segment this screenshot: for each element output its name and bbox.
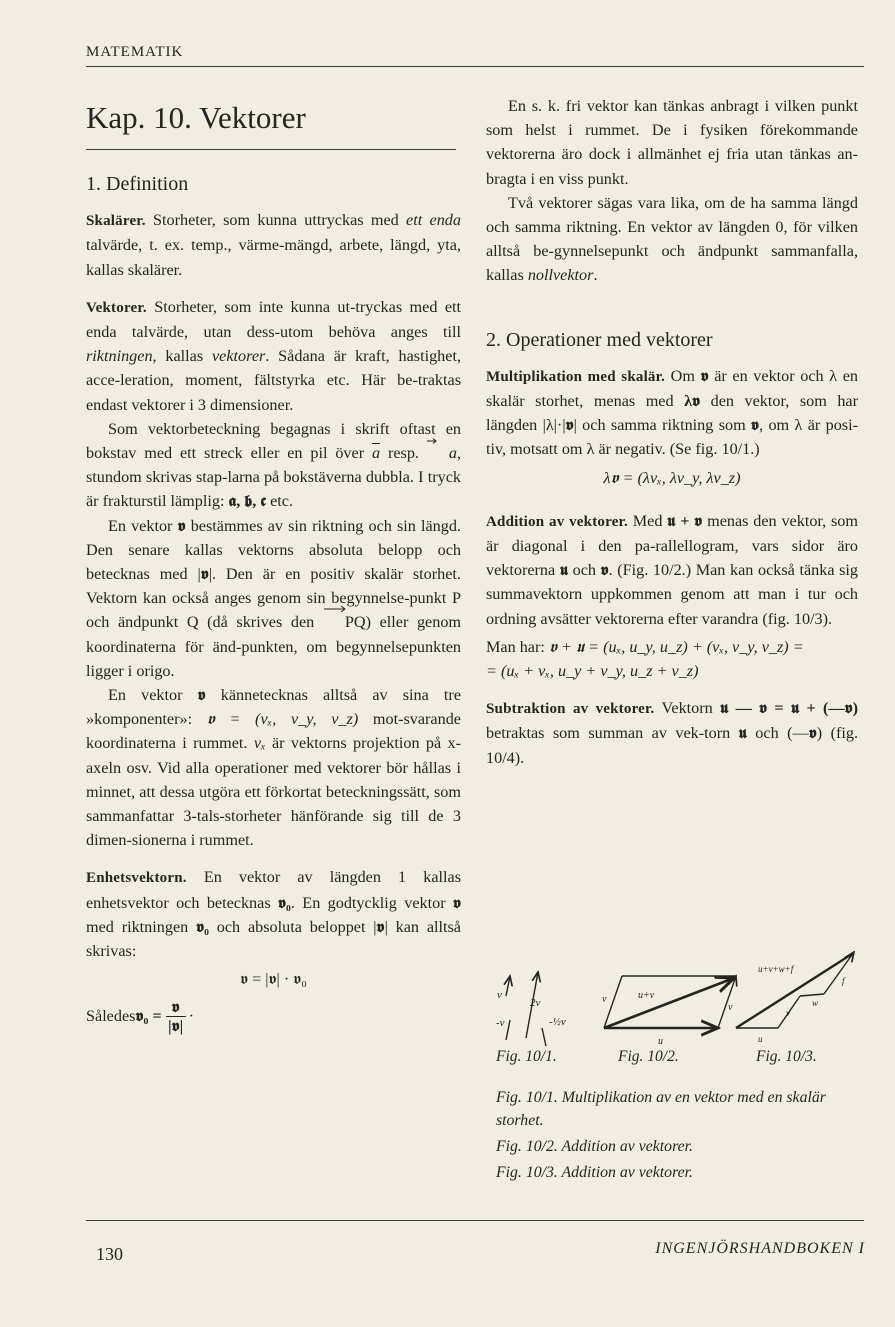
run-in-heading-multiplikation: Multiplikation med skalär. bbox=[486, 368, 666, 385]
paragraph-vektorer: Vektorer. Storheter, som inte kunna ut-tryckas med ett enda talvärde, utan dess-utom behöva anges till riktningen, kallas vektorer. Sådana är kraft, hastighet, acce-leration, moment, fältstyrka etc. Här be-traktas endast vektorer i 3 dimensioner. bbox=[86, 297, 461, 414]
figure-10-1-multiplication bbox=[506, 972, 546, 1046]
label-minus-v: -v bbox=[496, 1017, 505, 1029]
vector-f-3 bbox=[824, 952, 854, 994]
figure-caption-10-1: Fig. 10/1. bbox=[496, 1048, 557, 1065]
footer-rule bbox=[86, 1220, 864, 1221]
figure-10-3-polygon bbox=[736, 952, 854, 1028]
formula-man-har: Man har: 𝖛 + 𝖚 = (uₓ, u_y, u_z) + (vₓ, v_y, v_z) = bbox=[486, 637, 804, 656]
paragraph-bestammes: En vektor 𝖛 bestämmes av sin riktning och sin längd. Den senare kallas vektorns absoluta belopp och betecknas med |𝖛|. Den är en positiv skalär storhet. Vektorn kan också anges genom sin begynnelse-punkt P och ändpunkt Q (då skrives den PQ ) eller genom koordinaterna för änd-punkten, om begynnelsepunkten ligger i origo. bbox=[86, 516, 461, 680]
paragraph-addition: Addition av vektorer. Med 𝖚 + 𝖛 menas den vektor, som är diagonal i den pa-rallellogram, vars sidor äro vektorerna 𝖚 och 𝖛. (Fig. 10/2.) Man kan också tänka sig summavektorn uppkommen genom att man i tur och ordning avsätter vektorerna efter varandra (fig. 10/3). bbox=[486, 511, 859, 628]
paragraph-subtraktion: Subtraktion av vektorer. Vektorn 𝖚 — 𝖛 = 𝖚 + (—𝖛) betraktas som summan av vek-torn 𝖚 och (—𝖛) (fig. 10/4). bbox=[486, 699, 859, 767]
label-minus-half-v: -½v bbox=[549, 1016, 566, 1028]
header-rule bbox=[86, 66, 864, 67]
label-u-3: u bbox=[758, 1034, 763, 1044]
right-column bbox=[486, 94, 858, 770]
figure-note-10-1: Fig. 10/1. Multiplikation av en vektor med en skalär storhet. bbox=[496, 1089, 826, 1129]
formula-man-har-continued: = (uₓ + vₓ, u_y + v_y, u_z + v_z) bbox=[486, 662, 699, 681]
figure-10-2-parallelogram bbox=[604, 976, 736, 1028]
chapter-title: Kap. 10. Vektorer bbox=[86, 100, 306, 135]
arrow-a: a bbox=[427, 441, 457, 465]
run-in-heading-vektorer: Vektorer. bbox=[86, 299, 147, 316]
run-in-heading-enhetsvektorn: Enhetsvektorn. bbox=[86, 870, 187, 887]
vector-w-3 bbox=[800, 994, 824, 996]
figure-caption-10-3: Fig. 10/3. bbox=[756, 1048, 817, 1065]
label-v-right: v bbox=[728, 1002, 733, 1013]
vector-v bbox=[506, 976, 510, 996]
vector-u-plus-v bbox=[604, 978, 734, 1028]
label-v: v bbox=[497, 989, 502, 1001]
chapter-rule bbox=[86, 149, 456, 150]
label-u: u bbox=[658, 1036, 663, 1047]
vector-minus-half-v bbox=[542, 1028, 546, 1046]
page-number: 130 bbox=[96, 1244, 123, 1264]
label-w: w bbox=[812, 998, 819, 1008]
vector-sum-3 bbox=[736, 954, 852, 1028]
paragraph-skalarer: Skalärer. Storheter, som kunna uttryckas med ett enda talvärde, t. ex. temp., värme-mängd, arbete, längd, yta, kallas skalärer. bbox=[86, 211, 461, 279]
paragraph-beteckning: Som vektorbeteckning begagnas i skrift oftast en bokstav med ett streck eller en pil över $\overline{a}$ resp. a , stundom skrivas stap-larna på bokstäverna dubbla. I tryck är frakturstil lämplig: 𝖆, 𝖇, 𝖈 etc. bbox=[86, 419, 461, 511]
figure-note-10-2: Fig. 10/2. Addition av vektorer. bbox=[496, 1138, 693, 1155]
run-in-heading-skalarer: Skalärer. bbox=[86, 213, 146, 230]
label-v-3: v bbox=[786, 1008, 790, 1018]
book-title: INGENJÖRSHANDBOKEN I bbox=[655, 1240, 865, 1257]
formula-saledes: Således 𝖛₀ = 𝖛 |𝖛| · bbox=[86, 997, 194, 1035]
run-in-heading-addition: Addition av vektorer. bbox=[486, 513, 628, 530]
paragraph-komponenter: En vektor 𝖛 kännetecknas alltså av sina tre »komponenter»: 𝖛 = (vₓ, v_y, v_z) mot-svarande koordinaterna i rummet. vₓ är vektorns projektion på x-axeln osv. Vid alla operationer med vektorer bör hållas i minnet, att dessa utgöra ett förkortat beteckningssätt, som sammanfattar 3-tals-storheter hänförande sig till de 3 dimen-sionerna i rummet. bbox=[86, 686, 462, 850]
section-heading-definition: 1. Definition bbox=[86, 173, 189, 195]
paragraph-lika: Två vektorer sägas vara lika, om de ha samma längd och samma riktning. En vektor av längden 0, för vilken alltså be-gynnelsepunkt och ändpunkt sammanfalla, kallas nollvektor. bbox=[486, 193, 858, 285]
running-header: MATEMATIK bbox=[86, 44, 184, 60]
paragraph-fri-vektor: En s. k. fri vektor kan tänkas anbragt i vilken punkt som helst i rummet. De i fysiken förekommande vektorerna äro dock i allmänhet ej fria utan tänkas an-bragta i en viss punkt. bbox=[486, 97, 858, 188]
run-in-heading-subtraktion: Subtraktion av vektorer. bbox=[486, 701, 655, 718]
formula-unit-vector: 𝖛 = |𝖛| · 𝖛₀ bbox=[240, 970, 307, 989]
label-v-left: v bbox=[602, 994, 607, 1005]
label-2v: 2v bbox=[530, 997, 541, 1009]
figure-note-10-3: Fig. 10/3. Addition av vektorer. bbox=[496, 1164, 693, 1181]
section-heading-operationer: 2. Operationer med vektorer bbox=[486, 328, 713, 351]
left-column bbox=[86, 172, 461, 1035]
paragraph-multiplikation: Multiplikation med skalär. Om 𝖛 är en vektor och λ en skalär storhet, menas med λ𝖛 den vektor, som har längden |λ|·|𝖛| och samma riktning som 𝖛, om λ är posi-tiv, motsatt om λ är negativ. (Se fig. 10/1.) bbox=[486, 366, 859, 459]
label-f: f bbox=[842, 976, 845, 986]
formula-scalar-multiplication: λ𝖛 = (λvₓ, λv_y, λv_z) bbox=[603, 468, 741, 487]
label-sum: u+v+w+f bbox=[758, 964, 794, 974]
figure-caption-10-2: Fig. 10/2. bbox=[618, 1048, 679, 1065]
label-u-plus-v: u+v bbox=[638, 990, 655, 1001]
figure-notes bbox=[496, 1086, 868, 1187]
vector-minus-v bbox=[506, 1020, 510, 1040]
paragraph-enhetsvektor: Enhetsvektorn. En vektor av längden 1 kallas enhetsvektor och betecknas 𝖛₀. En godtycklig vektor 𝖛 med riktningen 𝖛₀ och absoluta beloppet |𝖛| kan alltså skrivas: bbox=[86, 868, 462, 961]
arrow-pq: PQ bbox=[323, 610, 366, 634]
